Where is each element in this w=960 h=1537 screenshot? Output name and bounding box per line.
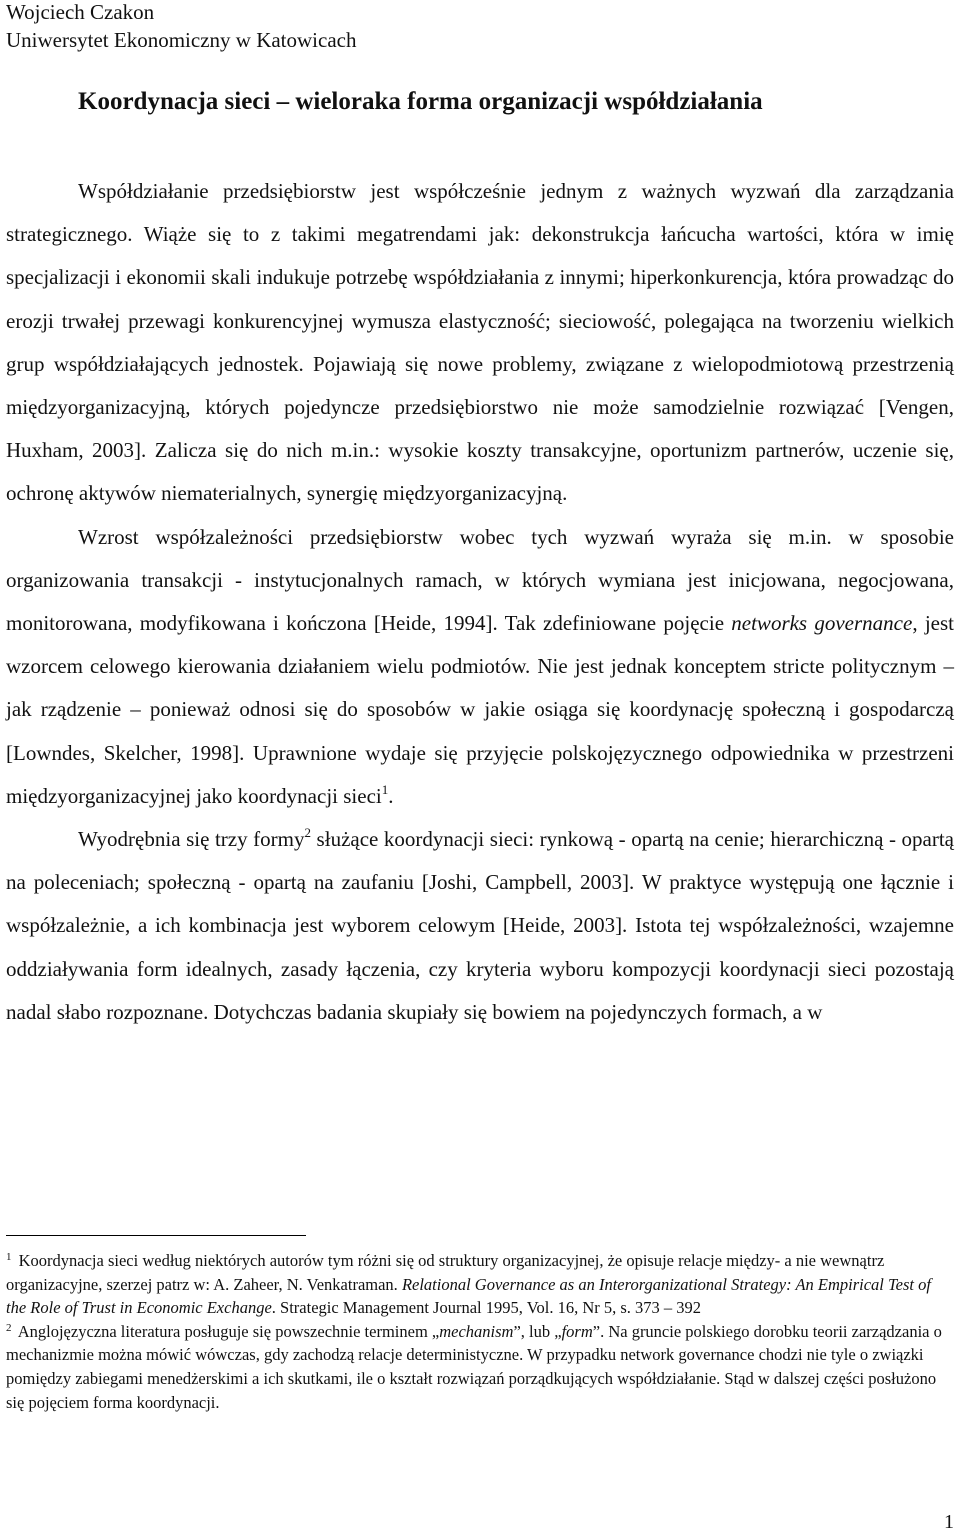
author-name: Wojciech Czakon (6, 0, 155, 24)
footnote-2 (6, 1320, 952, 1414)
footnote-ref-1[interactable]: 1 (381, 781, 389, 797)
footnote-ref-2[interactable]: 2 (304, 825, 311, 841)
footnote-1-number: 1 (6, 1251, 12, 1263)
footnote-2-number: 2 (6, 1321, 12, 1334)
footnote-2-text-c: ”. Na gruncie polskiego dorobku teorii zarządzania o mechanizmie można mówić wówczas, gdy zachodzą relacje deterministyczne. W przypadku network governance chodzi nie tyle o związki pomiędzy zabiegami menedżerskimi a ich skutkami, ile o kształt rozwiązań porządkujących współdziałanie. Stąd w dalszej części posłużono się pojęciem forma koordynacji. (6, 1321, 942, 1412)
paragraph-2 (6, 516, 954, 818)
term-mechanism: mechanism (439, 1321, 514, 1341)
footnote-1-cited-title: Relational Governance as an Interorganizational Strategy: An Empirical Test of the Role of Trust in Economic Exchange (6, 1274, 931, 1318)
footnote-2-text-a: Anglojęzyczna literatura posługuje się powszechnie terminem „ (14, 1321, 440, 1341)
paragraph-2-text-a: Wzrost współzależności przedsiębiorstw wobec tych wyzwań wyraża się m.in. w sposobie organizowania transakcji - instytucjonalnych ramach, w których wymiana jest inicjowana, negocjowana, monitorowana, modyfikowana i kończona [Heide, 1994]. Tak zdefiniowane pojęcie (6, 524, 954, 636)
footnote-separator (6, 1235, 306, 1236)
term-networks-governance: networks governance (731, 611, 913, 636)
footnote-1-text-b: . Strategic Management Journal 1995, Vol. 16, Nr 5, s. 373 – 392 (271, 1298, 702, 1318)
page-number: 1 (944, 1511, 954, 1533)
footnote-1 (6, 1249, 952, 1320)
paragraph-1-text: Współdziałanie przedsiębiorstw jest współcześnie jednym z ważnych wyzwań dla zarządzania strategicznego. Wiąże się to z takimi megatrendami jak: dekonstrukcja łańcucha wartości, która w imię specjalizacji i ekonomii skali indukuje potrzebę współdziałania z innymi; hiperkonkurencja, która prowadząc do erozji trwałej przewagi konkurencyjnej wymusza elastyczność; sieciowość, polegająca na tworzeniu wielkich grup współdziałających jednostek. Pojawiają się nowe problemy, związane z wielopodmiotową przestrzenią międzyorganizacyjną, których pojedyncze przedsiębiorstwo nie może samodzielnie rozwiązać [Vengen, Huxham, 2003]. Zalicza się do nich m.in.: wysokie koszty transakcyjne, oportunizm partnerów, uczenie się, ochronę aktywów niematerialnych, synergię międzyorganizacyjną. (6, 179, 954, 506)
paragraph-2-text-c: . (388, 783, 394, 808)
term-form: form (561, 1321, 593, 1341)
paragraph-3-text-b: służące koordynacji sieci: rynkową - opartą na cenie; hierarchiczną - opartą na poleceniach; społeczną - opartą na zaufaniu [Joshi, Campbell, 2003]. W praktyce występują one łącznie i współzależnie, a ich kombinacja jest wyborem celowym [Heide, 2003]. Istota tej współzależności, wzajemne oddziaływania form idealnych, zasady łączenia, czy kryteria wyboru kompozycji koordynacji sieci pozostają nadal słabo rozpoznane. Dotychczas badania skupiały się bowiem na pojedynczych formach, a w (6, 827, 954, 1024)
paper-title: Koordynacja sieci – wieloraka forma organizacji współdziałania (78, 88, 763, 115)
author-affiliation: Uniwersytet Ekonomiczny w Katowicach (6, 28, 357, 52)
footnote-2-text-b: ”, lub „ (513, 1321, 562, 1341)
footnote-1-text-a: Koordynacja sieci według niektórych autorów tym różni się od struktury organizacyjnej, że opisuje relacje między- a nie wewnątrz organizacyjne, szerzej patrz w: A. Zaheer, N. Venkatraman. (6, 1251, 885, 1294)
paragraph-2-text-b: , jest wzorcem celowego kierowania działaniem wielu podmiotów. Nie jest jednak konceptem stricte politycznym – jak rządzenie – ponieważ odnosi się do sposobów w jakie osiąga się koordynację społeczną i gospodarczą [Lowndes, Skelcher, 1998]. Uprawnione wydaje się przyjęcie polskojęzycznego odpowiednika w przestrzeni międzyorganizacyjnej jako koordynacji sieci (6, 611, 954, 808)
body-text (6, 170, 954, 1034)
paragraph-1 (6, 170, 954, 516)
paragraph-3 (6, 818, 954, 1034)
footnotes (6, 1249, 952, 1414)
paragraph-3-text-a: Wyodrębnia się trzy formy (78, 827, 305, 852)
